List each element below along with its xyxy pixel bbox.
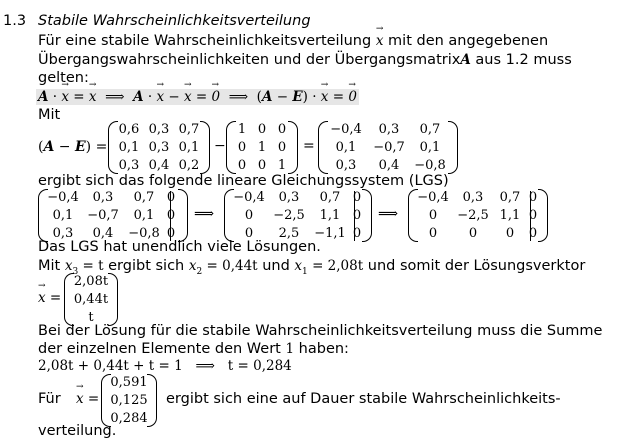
sum-text-line-1: Bei der Lösung für die stabile Wahrscheinlichkeitsverteilung muss die Summe [38,323,603,339]
matrix-cell: −0,4 [330,122,362,137]
matrix-cell: 0,3 [148,122,170,137]
matrix-cell: 0,3 [278,190,300,205]
matrix-cell: −1,1 [314,226,346,241]
matrix-cell: 0,3 [148,140,170,155]
parameter-line: Mit $x_3 = t$ ergibt sich $x_2 = 0,44t$ und $x_1 = 2,08t$ und somit der Lösungsverktor [38,258,586,277]
matrix-cell: −0,8 [414,158,446,173]
matrix-cell: −2,5 [457,208,489,223]
matrix-cell: 0 [352,208,362,223]
implies-arrow-2: ⟹ [378,206,399,222]
equals-sign: = [303,138,315,154]
infinite-solutions: Das LGS hat unendlich viele Lösungen. [38,239,321,255]
a-minus-e-label: (A − E) = [38,139,108,155]
matrix-cell: 0,1 [52,208,74,223]
matrix-cell: 0,3 [335,158,357,173]
matrix-cell: 0,591 [110,375,148,390]
lgs-intro: ergibt sich das folgende lineare Gleichungssystem (LGS) [38,173,449,189]
solution-vector [64,273,118,327]
matrix-cell: 0 [528,226,538,241]
matrix-cell: 0 [237,158,247,173]
matrix-cell: 0 [528,190,538,205]
matrix-cell: 1,1 [499,208,521,223]
matrix-cell: 0 [505,226,515,241]
matrix-cell: 0,7 [319,190,341,205]
x-vector: → x [376,33,384,49]
matrix-a-minus-e [318,121,458,175]
matrix-cell: −0,7 [373,140,405,155]
matrix-cell: 2,5 [278,226,300,241]
matrix-cell: 0 [166,190,176,205]
section-number: 1.3 [3,13,27,29]
minus-sign: − [214,138,226,154]
matrix-cell: 2,08t [73,274,109,289]
matrix-cell: 0,7 [419,122,441,137]
matrix-cell: 0 [277,140,287,155]
lgs-matrix-3 [408,189,548,243]
matrix-cell: −2,5 [273,208,305,223]
matrix-cell: 0 [352,190,362,205]
final-text-b: verteilung. [38,423,117,439]
solution-vector-label: → x = [38,290,61,306]
matrix-e [226,121,298,175]
matrix-cell: 0,7 [499,190,521,205]
matrix-cell: 0 [244,226,254,241]
matrix-cell: 0 [352,226,362,241]
lgs-matrix-2 [224,189,372,243]
augmented-separator [354,191,355,241]
matrix-cell: 0 [277,122,287,137]
matrix-cell: −0,7 [87,208,119,223]
matrix-cell: −0,8 [128,226,160,241]
matrix-cell: 0 [428,208,438,223]
matrix-cell: 0,1 [133,208,155,223]
matrix-a [108,121,210,175]
section-title: Stabile Wahrscheinlichkeitsverteilung [38,13,311,29]
final-vector-label: → x = [76,391,99,407]
matrix-cell: 0,6 [118,122,140,137]
matrix-cell: 0 [257,158,267,173]
matrix-cell: 0 [528,208,538,223]
lgs-matrix-1 [38,189,188,243]
mit-label: Mit [38,107,61,123]
matrix-cell: 0,125 [110,393,148,408]
matrix-cell: −0,4 [47,190,79,205]
matrix-cell: 0,4 [378,158,400,173]
matrix-cell: 0 [428,226,438,241]
matrix-cell: 0,7 [178,122,200,137]
implies-arrow-1: ⟹ [194,206,215,222]
matrix-cell: 1 [277,158,287,173]
matrix-cell: 0,44t [73,292,109,307]
matrix-cell: 0,7 [133,190,155,205]
matrix-cell: 0,4 [92,226,114,241]
matrix-cell: 0,284 [110,411,148,426]
augmented-separator [530,191,531,241]
matrix-cell: 0,1 [335,140,357,155]
matrix-cell: −0,4 [233,190,265,205]
matrix-cell: 1 [257,140,267,155]
matrix-cell: 0 [166,226,176,241]
matrix-cell: 0 [257,122,267,137]
matrix-cell: 0,1 [118,140,140,155]
matrix-cell: 0,3 [378,122,400,137]
final-text-a: ergibt sich eine auf Dauer stabile Wahrscheinlichkeits- [166,391,561,407]
matrix-cell: 0,1 [178,140,200,155]
matrix-cell: 1 [237,122,247,137]
matrix-cell: 0,4 [148,158,170,173]
sum-equation: 2,08t + 0,44t + t = 1 ⟹ t = 0,284 [38,358,292,374]
paragraph-line-1: Für eine stabile Wahrscheinlichkeitsverteilung → x mit den angegebenen [38,33,605,49]
matrix-cell: −0,4 [417,190,449,205]
matrix-cell: 0,3 [462,190,484,205]
matrix-cell: 0,3 [118,158,140,173]
final-fuer: Für [38,391,61,407]
matrix-cell: 0 [244,208,254,223]
matrix-cell: 0,3 [52,226,74,241]
matrix-cell: 0 [166,208,176,223]
sum-text-line-2: der einzelnen Elemente den Wert 1 haben: [38,341,349,357]
final-vector [101,374,157,428]
matrix-cell: 1,1 [319,208,341,223]
matrix-cell: 0,3 [92,190,114,205]
matrix-cell: 0,2 [178,158,200,173]
stationary-equation: A · → x = → x ⟹ A · → x − → x = → 0 ⟹ (A − E) · → x = → 0 [36,89,359,105]
matrix-cell: t [88,310,94,325]
augmented-separator [170,191,171,241]
paragraph-line-3: gelten: [38,70,89,86]
matrix-cell: 0,1 [419,140,441,155]
matrix-cell: 0 [468,226,478,241]
matrix-cell: 0 [237,140,247,155]
paragraph-line-2: Übergangswahrscheinlichkeiten und der ÜbergangsmatrixA aus 1.2 muss [38,52,572,68]
